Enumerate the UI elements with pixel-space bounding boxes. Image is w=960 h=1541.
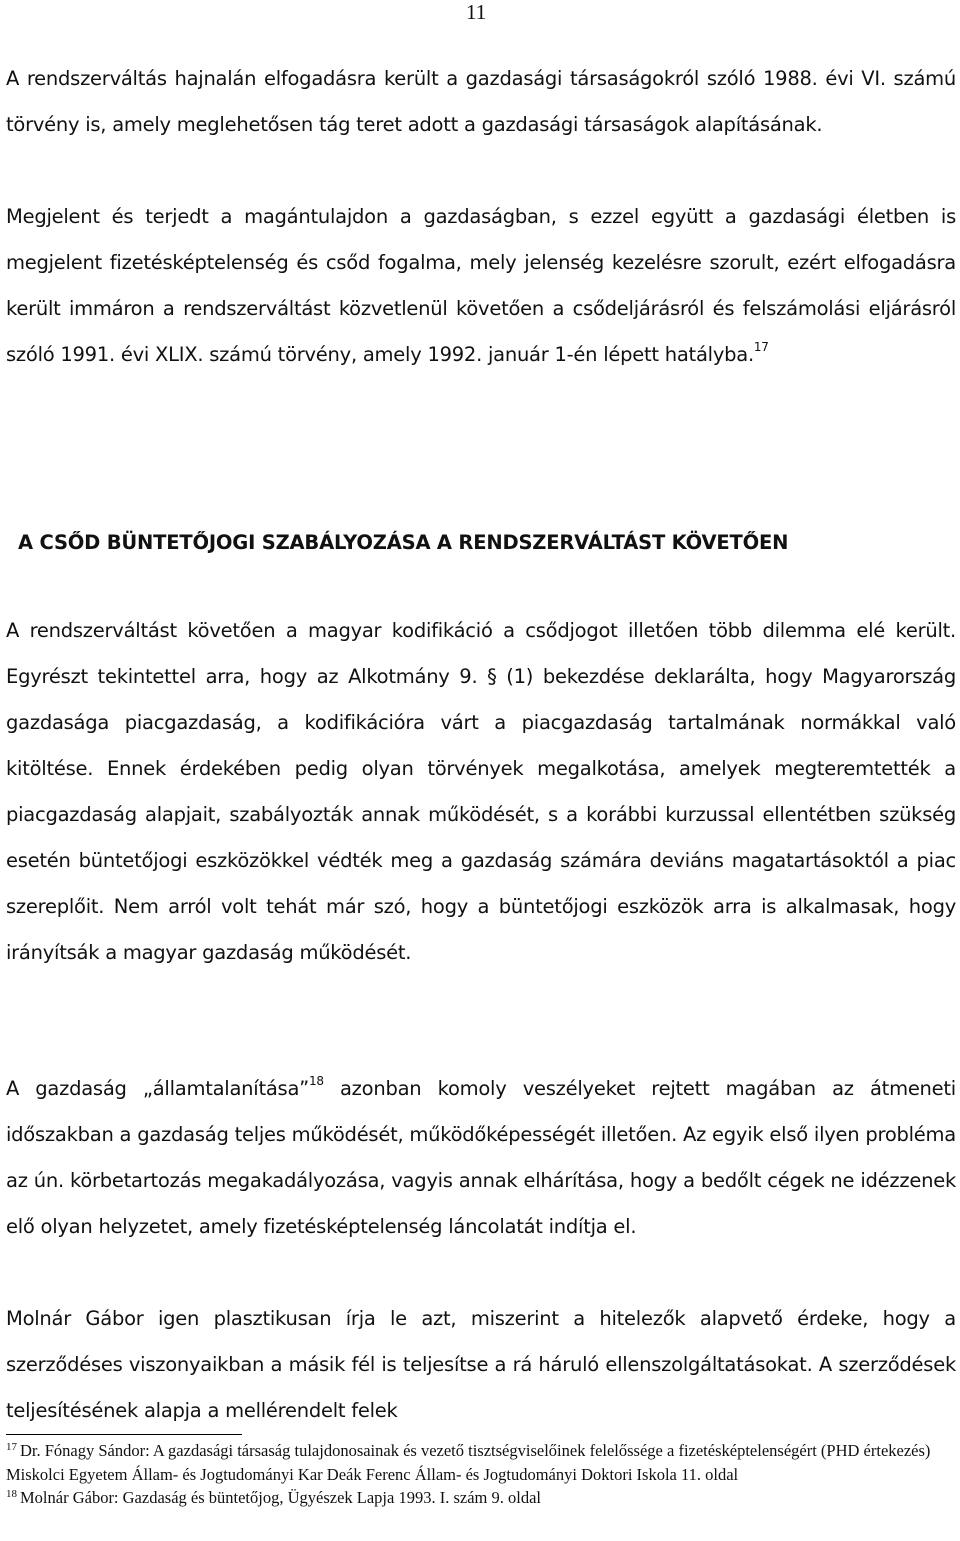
paragraph-4-text — [6, 1066, 956, 1250]
paragraph-3-text: A rendszerváltást követően a magyar kodifikáció a csődjogot illetően több dilemma elé került. Egyrészt tekintettel arra, hogy az Alkotmány 9. § (1) bekezdése deklarálta, hogy Magyarország gazdasága piacgazdaság, a kodifikációra várt a piacgazdaság tartalmának normákkal való kitöltése. Ennek érdekében pedig olyan törvények megalkotása, amelyek megteremtették a piacgazdaság alapjait, szabályozták annak működését, s a korábbi kurzussal ellentétben szükség esetén büntetőjogi eszközökkel védték meg a gazdaság számára deviáns magatartásoktól a piac szereplőit. Nem arról volt tehát már szó, hogy a büntetőjogi eszközök arra is alkalmasak, hogy irányítsák a magyar gazdaság működését. — [6, 619, 956, 964]
footnotes — [6, 1439, 954, 1510]
paragraph-5 — [6, 1296, 956, 1434]
footnote-ref-17[interactable]: 17 — [753, 340, 769, 354]
footnote-17 — [6, 1439, 954, 1486]
paragraph-2 — [6, 194, 956, 378]
paragraph-2-body: Megjelent és terjedt a magántulajdon a gazdaságban, s ezzel együtt a gazdasági életben is megjelent fizetésképtelenség és csőd fogalma, mely jelenség kezelésre szorult, ezért elfogadásra került immáron a rendszerváltást közvetlenül követően a csődeljárásról és felszámolási eljárásról szóló 1991. évi XLIX. számú törvény, amely 1992. január 1-én lépett hatályba. — [6, 205, 956, 366]
paragraph-4 — [6, 1066, 956, 1250]
paragraph-1-text: A rendszerváltás hajnalán elfogadásra került a gazdasági társaságokról szóló 1988. évi VI. számú törvény is, amely meglehetősen tág teret adott a gazdasági társaságok alapításának. — [6, 67, 956, 136]
paragraph-4-body: azonban komoly veszélyeket rejtett magában az átmeneti időszakban a gazdaság teljes működését, működőképességét illetően. Az egyik első ilyen probléma az ún. körbetartozás megakadályozása, vagyis annak elhárítása, hogy a bedőlt cégek ne idézzenek elő olyan helyzetet, amely fizetésképtelenség láncolatát indítja el. — [6, 1077, 956, 1238]
footnote-18 — [6, 1486, 954, 1510]
footnote-17-number: 17 — [6, 1441, 17, 1453]
footnote-18-text: Molnár Gábor: Gazdaság és büntetőjog, Ügyészek Lapja 1993. I. szám 9. oldal — [20, 1488, 541, 1507]
footnote-17-text: Dr. Fónagy Sándor: A gazdasági társaság tulajdonosainak és vezető tisztségviselőinek felelőssége a fizetésképtelenségért (PHD értekezés) Miskolci Egyetem Állam- és Jogtudományi Kar Deák Ferenc Állam- és Jogtudományi Doktori Iskola 11. oldal — [6, 1441, 931, 1484]
section-heading: A CSŐD BÜNTETŐJOGI SZABÁLYOZÁSA A RENDSZERVÁLTÁST KÖVETŐEN — [18, 531, 789, 554]
footnote-ref-18[interactable]: 18 — [309, 1074, 324, 1088]
footnote-divider — [6, 1434, 242, 1435]
paragraph-3 — [6, 608, 956, 976]
paragraph-4-lead: A gazdaság „államtalanítása” — [6, 1077, 309, 1100]
page-number: 11 — [466, 0, 487, 24]
paragraph-1 — [6, 56, 956, 148]
footnote-18-number: 18 — [6, 1488, 17, 1500]
paragraph-5-text: Molnár Gábor igen plasztikusan írja le azt, miszerint a hitelezők alapvető érdeke, hogy a szerződéses viszonyaikban a másik fél is teljesítse a rá háruló ellenszolgáltatásokat. A szerződések teljesítésének alapja a mellérendelt felek — [6, 1307, 956, 1422]
paragraph-2-text — [6, 194, 956, 378]
